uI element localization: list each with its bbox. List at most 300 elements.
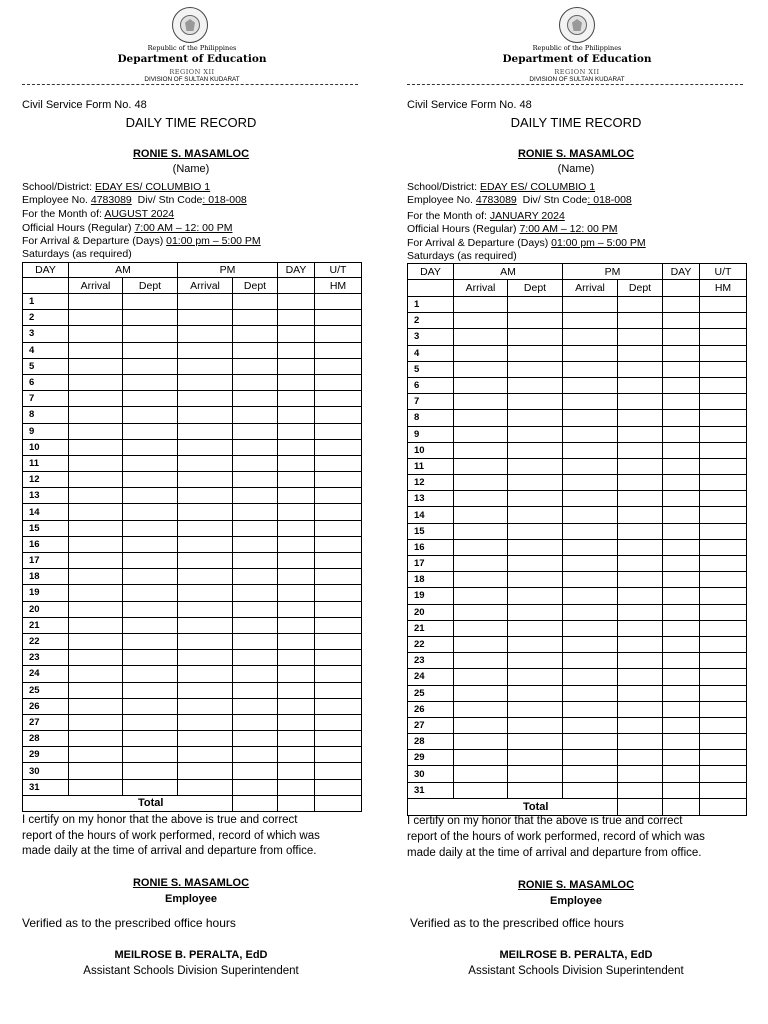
time-cell	[454, 329, 508, 345]
name-caption: (Name)	[557, 163, 595, 175]
table-row	[23, 617, 362, 633]
day-number: 12	[408, 475, 454, 491]
department-line: Department of Education	[502, 53, 652, 65]
day-rows	[408, 297, 747, 799]
time-cell	[123, 310, 178, 326]
time-cell	[563, 410, 618, 426]
day-number: 2	[408, 313, 454, 329]
time-cell	[618, 588, 663, 604]
time-cell	[315, 617, 362, 633]
day-number: 15	[23, 520, 69, 536]
time-cell	[618, 394, 663, 410]
time-cell	[663, 734, 700, 750]
time-cell	[700, 539, 747, 555]
time-cell	[508, 507, 563, 523]
month-value: AUGUST 2024	[104, 208, 175, 220]
time-cell	[563, 394, 618, 410]
table-row	[23, 633, 362, 649]
time-cell	[663, 620, 700, 636]
time-cell	[663, 313, 700, 329]
day-number: 11	[23, 455, 69, 471]
time-cell	[278, 423, 315, 439]
time-cell	[123, 439, 178, 455]
time-cell	[700, 458, 747, 474]
table-row	[408, 345, 747, 361]
time-cell	[123, 358, 178, 374]
time-cell	[315, 650, 362, 666]
time-cell	[618, 766, 663, 782]
time-cell	[315, 520, 362, 536]
division-line: DIVISION OF SULTAN KUDARAT	[144, 76, 240, 83]
time-cell	[278, 553, 315, 569]
certify-line-1: I certify on my honor that the above is true and correct	[407, 815, 683, 827]
time-cell	[454, 636, 508, 652]
time-cell	[700, 377, 747, 393]
col-hm: HM	[700, 280, 747, 297]
time-cell	[663, 442, 700, 458]
table-row	[408, 329, 747, 345]
day-rows	[23, 294, 362, 796]
verified-text: Verified as to the prescribed office hours	[22, 916, 236, 930]
table-row	[23, 472, 362, 488]
time-cell	[508, 556, 563, 572]
time-cell	[618, 782, 663, 798]
col-am: AM	[69, 263, 178, 278]
time-cell	[663, 475, 700, 491]
day-number: 3	[23, 326, 69, 342]
time-cell	[69, 374, 123, 390]
day-number: 8	[408, 410, 454, 426]
div-stn-value: : 018-008	[587, 194, 632, 206]
employee-no-label: Employee No.	[407, 194, 473, 206]
time-cell	[178, 585, 233, 601]
time-cell	[315, 666, 362, 682]
time-cell	[278, 682, 315, 698]
time-cell	[700, 588, 747, 604]
col-am-arrival: Arrival	[69, 278, 123, 294]
time-cell	[663, 717, 700, 733]
time-cell	[663, 361, 700, 377]
table-row	[23, 504, 362, 520]
time-cell	[315, 504, 362, 520]
time-cell	[315, 407, 362, 423]
day-number: 24	[23, 666, 69, 682]
time-cell	[69, 472, 123, 488]
time-cell	[69, 633, 123, 649]
official-hours-value: 7:00 AM – 12: 00 PM	[519, 223, 618, 235]
time-cell	[178, 617, 233, 633]
time-cell	[563, 782, 618, 798]
time-cell	[454, 734, 508, 750]
time-cell	[178, 536, 233, 552]
col-day-2: DAY	[663, 264, 700, 280]
time-cell	[278, 407, 315, 423]
time-cell	[233, 294, 278, 310]
day-number: 7	[23, 391, 69, 407]
time-cell	[278, 763, 315, 779]
time-cell	[233, 423, 278, 439]
supervisor-name: MEILROSE B. PERALTA, EdD	[499, 949, 653, 961]
table-row	[408, 313, 747, 329]
col-pm-arrival: Arrival	[563, 280, 618, 297]
time-cell	[123, 294, 178, 310]
time-cell	[178, 520, 233, 536]
time-cell	[278, 779, 315, 795]
time-cell	[454, 475, 508, 491]
time-cell	[563, 377, 618, 393]
time-cell	[278, 391, 315, 407]
time-cell	[663, 394, 700, 410]
time-cell	[700, 669, 747, 685]
time-cell	[69, 310, 123, 326]
time-cell	[563, 313, 618, 329]
day-number: 21	[23, 617, 69, 633]
day-number: 15	[408, 523, 454, 539]
time-cell	[454, 588, 508, 604]
time-cell	[123, 698, 178, 714]
table-row	[408, 669, 747, 685]
table-row	[408, 377, 747, 393]
time-cell	[315, 455, 362, 471]
day-number: 27	[23, 714, 69, 730]
time-cell	[315, 682, 362, 698]
time-cell	[278, 569, 315, 585]
time-cell	[315, 342, 362, 358]
day-number: 20	[23, 601, 69, 617]
day-number: 2	[23, 310, 69, 326]
form-number: Civil Service Form No. 48	[407, 99, 532, 111]
employee-name: RONIE S. MASAMLOC	[132, 148, 250, 160]
day-number: 19	[23, 585, 69, 601]
time-cell	[178, 326, 233, 342]
time-cell	[663, 701, 700, 717]
col-pm-dept: Dept	[618, 280, 663, 297]
time-cell	[563, 604, 618, 620]
table-row	[23, 423, 362, 439]
time-cell	[178, 747, 233, 763]
time-cell	[178, 310, 233, 326]
time-cell	[618, 750, 663, 766]
time-cell	[508, 620, 563, 636]
day-number: 27	[408, 717, 454, 733]
day-number: 17	[23, 553, 69, 569]
day-number: 22	[408, 636, 454, 652]
table-row	[408, 734, 747, 750]
time-cell	[508, 604, 563, 620]
time-cell	[700, 297, 747, 313]
table-row	[408, 636, 747, 652]
time-cell	[618, 507, 663, 523]
time-cell	[618, 442, 663, 458]
time-cell	[233, 569, 278, 585]
employee-no-label: Employee No.	[22, 194, 88, 206]
time-cell	[233, 374, 278, 390]
time-record-table	[407, 263, 747, 816]
time-cell	[454, 394, 508, 410]
time-cell	[454, 669, 508, 685]
time-cell	[233, 553, 278, 569]
time-cell	[454, 361, 508, 377]
time-cell	[123, 601, 178, 617]
time-cell	[618, 717, 663, 733]
time-cell	[563, 701, 618, 717]
time-cell	[178, 650, 233, 666]
month-row	[22, 208, 174, 220]
time-cell	[233, 358, 278, 374]
time-cell	[454, 782, 508, 798]
col-ut: U/T	[315, 263, 362, 278]
table-row	[23, 714, 362, 730]
time-cell	[618, 685, 663, 701]
time-cell	[123, 585, 178, 601]
day-number: 5	[408, 361, 454, 377]
time-cell	[700, 734, 747, 750]
time-cell	[233, 488, 278, 504]
time-cell	[563, 572, 618, 588]
time-cell	[700, 313, 747, 329]
time-cell	[618, 734, 663, 750]
time-cell	[315, 763, 362, 779]
time-cell	[663, 782, 700, 798]
time-cell	[233, 731, 278, 747]
time-cell	[178, 569, 233, 585]
day-number: 1	[408, 297, 454, 313]
table-row	[23, 763, 362, 779]
time-cell	[69, 763, 123, 779]
time-cell	[69, 666, 123, 682]
table-row	[23, 342, 362, 358]
time-cell	[508, 669, 563, 685]
time-cell	[454, 426, 508, 442]
time-cell	[454, 523, 508, 539]
time-cell	[454, 313, 508, 329]
time-cell	[563, 669, 618, 685]
time-cell	[454, 556, 508, 572]
time-cell	[563, 636, 618, 652]
time-cell	[178, 455, 233, 471]
time-cell	[123, 536, 178, 552]
time-cell	[563, 685, 618, 701]
time-cell	[454, 717, 508, 733]
table-row	[408, 442, 747, 458]
day-number: 7	[408, 394, 454, 410]
time-cell	[178, 472, 233, 488]
time-cell	[178, 682, 233, 698]
time-cell	[700, 442, 747, 458]
table-row	[23, 585, 362, 601]
time-cell	[663, 458, 700, 474]
time-cell	[315, 310, 362, 326]
day-number: 26	[408, 701, 454, 717]
table-row	[23, 747, 362, 763]
time-cell	[618, 539, 663, 555]
saturdays-note: Saturdays (as required)	[22, 248, 132, 260]
time-cell	[278, 650, 315, 666]
time-cell	[123, 391, 178, 407]
name-caption: (Name)	[172, 163, 210, 175]
time-cell	[454, 507, 508, 523]
time-cell	[233, 682, 278, 698]
day-number: 23	[408, 653, 454, 669]
time-cell	[69, 358, 123, 374]
time-cell	[618, 426, 663, 442]
time-cell	[508, 653, 563, 669]
employee-number-row	[22, 194, 247, 206]
time-cell	[508, 394, 563, 410]
time-cell	[278, 374, 315, 390]
time-cell	[508, 636, 563, 652]
time-cell	[69, 504, 123, 520]
table-row	[408, 361, 747, 377]
time-cell	[278, 633, 315, 649]
time-cell	[700, 750, 747, 766]
employee-no-value: 4783089	[475, 194, 517, 206]
time-cell	[69, 326, 123, 342]
time-cell	[700, 620, 747, 636]
time-cell	[618, 361, 663, 377]
time-cell	[69, 553, 123, 569]
day-number: 11	[408, 458, 454, 474]
time-cell	[663, 329, 700, 345]
time-cell	[700, 475, 747, 491]
day-number: 26	[23, 698, 69, 714]
table-row	[408, 458, 747, 474]
col-day: DAY	[23, 263, 69, 278]
table-row	[23, 666, 362, 682]
time-cell	[69, 698, 123, 714]
time-cell	[508, 523, 563, 539]
employee-no-value: 4783089	[90, 194, 132, 206]
time-cell	[663, 491, 700, 507]
time-cell	[508, 588, 563, 604]
day-number: 9	[23, 423, 69, 439]
table-row	[408, 556, 747, 572]
time-cell	[178, 504, 233, 520]
time-cell	[178, 666, 233, 682]
col-am: AM	[454, 264, 563, 280]
signatory-employee-role: Employee	[550, 895, 602, 907]
time-cell	[618, 491, 663, 507]
time-cell	[69, 342, 123, 358]
month-row	[407, 210, 565, 222]
time-cell	[315, 747, 362, 763]
time-cell	[454, 410, 508, 426]
table-row	[23, 310, 362, 326]
time-cell	[178, 763, 233, 779]
time-cell	[700, 507, 747, 523]
time-cell	[563, 345, 618, 361]
time-cell	[233, 407, 278, 423]
time-cell	[278, 536, 315, 552]
time-cell	[618, 377, 663, 393]
time-cell	[278, 472, 315, 488]
time-cell	[563, 491, 618, 507]
school-label: School/District:	[22, 181, 93, 193]
day-number: 6	[23, 374, 69, 390]
time-cell	[278, 326, 315, 342]
table-row	[408, 507, 747, 523]
republic-line: Republic of the Philippines	[147, 44, 237, 52]
time-cell	[508, 701, 563, 717]
time-cell	[233, 439, 278, 455]
table-row	[408, 394, 747, 410]
time-cell	[618, 636, 663, 652]
day-number: 16	[23, 536, 69, 552]
time-cell	[178, 601, 233, 617]
time-cell	[563, 556, 618, 572]
day-number: 20	[408, 604, 454, 620]
time-cell	[618, 458, 663, 474]
time-cell	[233, 310, 278, 326]
time-cell	[123, 455, 178, 471]
table-row	[23, 553, 362, 569]
time-cell	[508, 442, 563, 458]
total-label: Total	[23, 795, 233, 811]
dashed-divider	[22, 84, 358, 85]
time-cell	[233, 633, 278, 649]
certify-line-2: report of the hours of work performed, record of which was	[22, 830, 320, 842]
table-row	[23, 391, 362, 407]
day-number: 3	[408, 329, 454, 345]
table-row	[23, 536, 362, 552]
time-cell	[278, 714, 315, 730]
supervisor-name: MEILROSE B. PERALTA, EdD	[114, 949, 268, 961]
official-hours-row	[22, 222, 233, 234]
time-cell	[233, 666, 278, 682]
time-cell	[278, 520, 315, 536]
time-cell	[663, 750, 700, 766]
time-cell	[454, 442, 508, 458]
col-day-2: DAY	[278, 263, 315, 278]
time-cell	[233, 472, 278, 488]
dashed-divider	[407, 84, 743, 85]
table-row	[408, 604, 747, 620]
table-row	[408, 539, 747, 555]
time-cell	[69, 747, 123, 763]
time-cell	[663, 539, 700, 555]
certify-line-3: made daily at the time of arrival and departure from office.	[407, 847, 702, 859]
month-label: For the Month of:	[22, 208, 102, 220]
time-cell	[315, 633, 362, 649]
time-cell	[233, 455, 278, 471]
time-cell	[123, 779, 178, 795]
time-cell	[618, 701, 663, 717]
div-stn-label: Div/ Stn Code	[522, 194, 588, 206]
arrival-departure-label: For Arrival & Departure (Days)	[407, 237, 549, 249]
time-cell	[315, 488, 362, 504]
time-cell	[618, 345, 663, 361]
signatory-employee-role: Employee	[165, 893, 217, 905]
table-row	[23, 455, 362, 471]
signatory-employee-name: RONIE S. MASAMLOC	[132, 877, 250, 889]
day-number: 25	[23, 682, 69, 698]
official-hours-label: Official Hours (Regular)	[22, 222, 132, 234]
day-number: 10	[23, 439, 69, 455]
time-cell	[69, 391, 123, 407]
day-number: 28	[23, 731, 69, 747]
time-cell	[233, 779, 278, 795]
time-cell	[69, 407, 123, 423]
time-cell	[315, 553, 362, 569]
time-cell	[508, 750, 563, 766]
time-cell	[278, 666, 315, 682]
time-cell	[563, 297, 618, 313]
time-cell	[508, 329, 563, 345]
table-row	[23, 731, 362, 747]
time-cell	[700, 426, 747, 442]
time-cell	[123, 682, 178, 698]
time-cell	[508, 766, 563, 782]
